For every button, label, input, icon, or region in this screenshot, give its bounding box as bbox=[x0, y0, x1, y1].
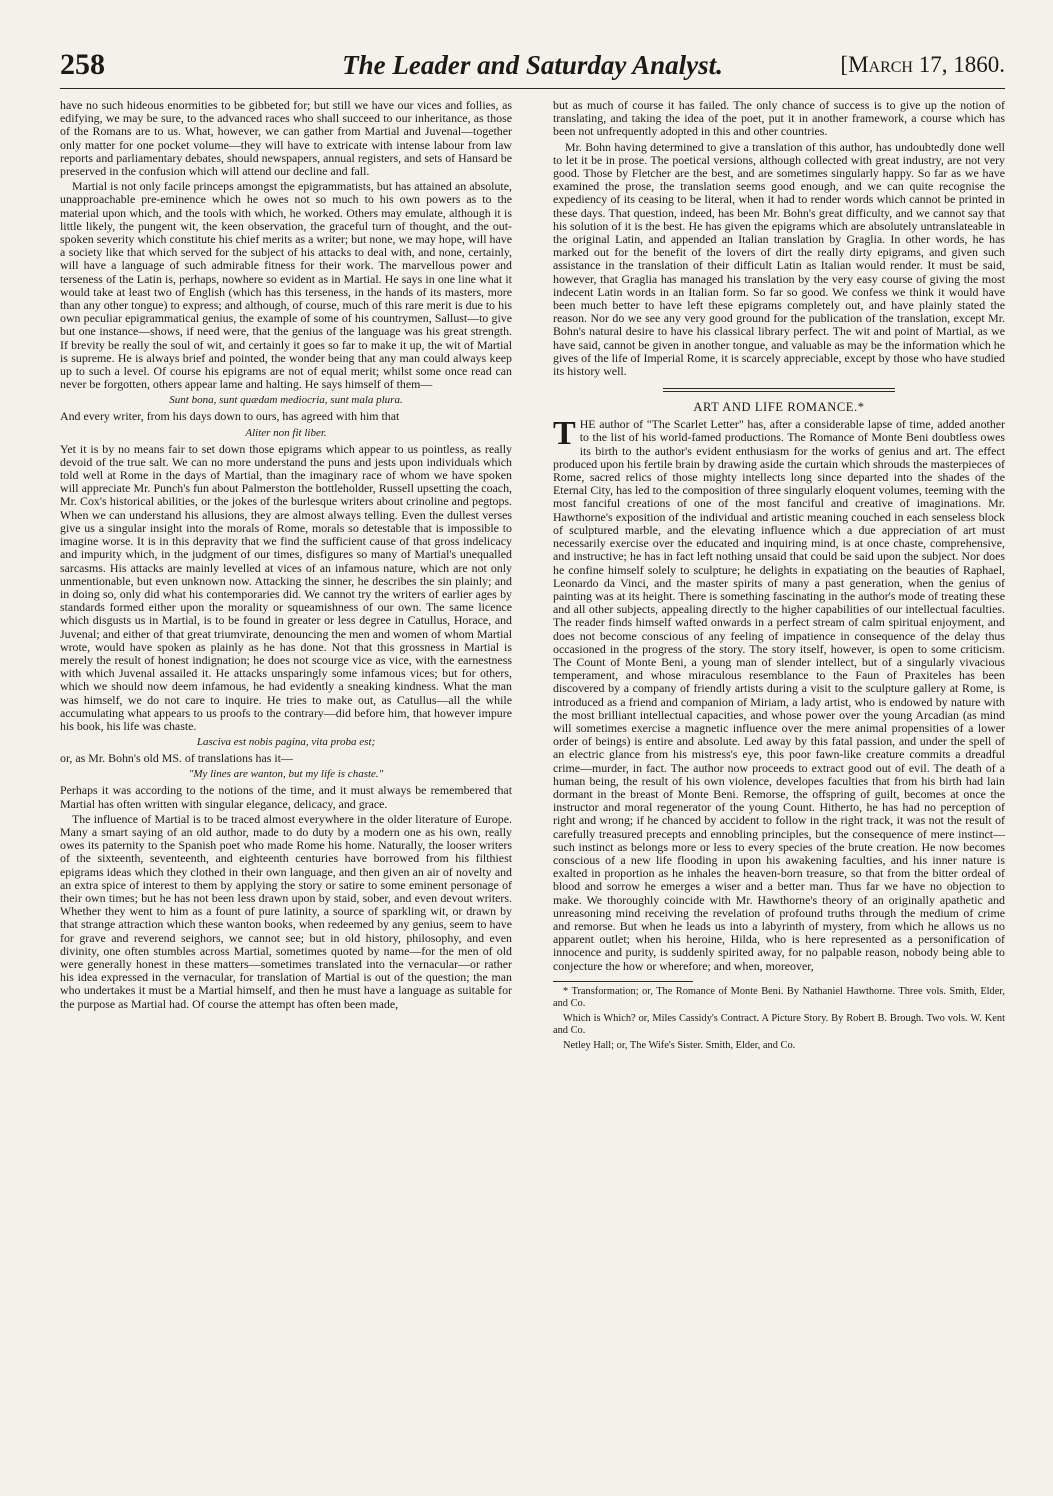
footnote-rule bbox=[553, 981, 693, 982]
paragraph: The influence of Martial is to be traced almost everywhere in the older literature of Europe. Many a smart saying of an old author, made to do duty by a modern one as his own, really owes its paternity to the Spanish poet who made Rome his home. Naturally, the looser writers of the sixteenth, seventeenth, and eighteenth centuries have borrowed from his filthiest epigrams ideas which they clothed in their own language, and then given an air of novelty and an extra spice of interest to them by applying the story or satire to some eminent personage of their own times; but he has not been less drawn upon by staid, sober, and even devout writers. Whether they went to him as a fount of pure latinity, a source of sparkling wit, or drawn by that strange attraction which these wanton books, when redeemed by any genius, seem to have for grave and reverend seighors, we cannot see; but in old history, philosophy, and even divinity, one often stumbles across Martial, sometimes quoted by name—for the men of old were generally honest in these matters—sometimes translated into the vernacular—or rather his idea expressed in the vernacular, for translation of Martial is out of the question; the man who undertakes it must be a Martial himself, and then he must have a language as suitable for the purpose as Martial had. Of course the attempt has often been made, bbox=[60, 811, 512, 1011]
article-opening bbox=[553, 415, 1005, 973]
section-divider bbox=[663, 391, 895, 392]
paragraph: or, as Mr. Bohn's old MS. of translations has it— bbox=[60, 751, 293, 766]
translation-quotation: "My lines are wanton, but my life is chaste." bbox=[188, 768, 384, 781]
paragraph: have no such hideous enormities to be gibbeted for; but still we have our vices and follies, as edifying, we may be sure, to the advanced races who shall succeed to our inheritance, as those of the Romans are to us. What, however, we can gather from Martial and Juvenal—together only matter for one pocket volume—they will have to extricate with intense labour from law reports and parliamentary debates, should newspapers, annual registers, and sets of Hansard be preserved in the confusion which will attend our decline and fall. bbox=[60, 98, 512, 179]
section-title: ART AND LIFE ROMANCE.* bbox=[693, 400, 865, 415]
columns bbox=[60, 99, 1005, 1055]
footnotes bbox=[553, 986, 1005, 1052]
paragraph: Mr. Bohn having determined to give a translation of this author, has undoubtedly done well to let it be in prose. The poetical versions, although collected with great industry, are not very good. Those by Fletcher are the best, and are sometimes singularly happy. So far as we have examined the prose, the translation seems good enough, and we can quite recognise the expediency of its ceasing to be literal, when it had to render words which cannot be printed in these days. That question, indeed, has been Mr. Bohn's great difficulty, and we cannot say that his solution of it is the best. He has given the epigrams which are absolutely untranslateable in the original Latin, and appended an Italian translation by Graglia. In other words, he has marked out for the benefit of the lovers of dirt the really dirty epigrams, and given such assistance in the translation of their difficult Latin as Italian would render. It must be said, however, that Graglia has managed his translation by the very easy course of giving the most indecent Latin words in an Italian form. So far so good. We confess we think it would have been much better to have left these epigrams completely out, and have plainly stated the reason. Nor do we see any very good ground for the publication of the translation, except Mr. Bohn's natural desire to have his classical library perfect. The wit and point of Martial, as we have said, cannot be given in another tongue, and valuable as may be the information which he gives of the life of Imperial Rome, it is scarcely appreciable, except by those who have studied its history well. bbox=[553, 139, 1005, 379]
page-number: 258 bbox=[60, 48, 105, 81]
latin-quotation: Sunt bona, sunt quædam mediocria, sunt mala plura. bbox=[169, 394, 403, 407]
paragraph: but as much of course it has failed. The only chance of success is to give up the notion of translating, and taking the idea of the poet, put it in another framework, a course which has been not unfrequently adopted in this and other countries. bbox=[553, 98, 1005, 139]
left-column bbox=[60, 99, 512, 1055]
latin-quotation: Lasciva est nobis pagina, vita proba est; bbox=[196, 736, 376, 749]
footnote: Which is Which? or, Miles Cassidy's Contract. A Picture Story. By Robert B. Brough. Two vols. W. Kent and Co. bbox=[553, 1012, 1005, 1036]
drop-cap: T bbox=[553, 415, 576, 453]
footnote: * Transformation; or, The Romance of Monte Beni. By Nathaniel Hawthorne. Three vols. Smith, Elder, and Co. bbox=[553, 985, 1005, 1009]
article-text: HE author of "The Scarlet Letter" has, after a considerable lapse of time, added another to the list of his world-famed productions. The Romance of Monte Beni doubtless owes its birth to the author's evident enthusiasm for the works of genius and art. The effect produced upon his fertile brain by drawing aside the curtain which shrouds the masterpieces of Rome, sacred relics of those mighty intellects long since departed into the shades of the Eternal City, has led to the composition of three singularly eloquent volumes, teeming with the most fanciful creations of one of the most fanciful and creative of imaginations. Mr. Hawthorne's exposition of the individual and artistic meaning couched in each senseless block of sculptured marble, and the elevating influence which a due appreciation of art must necessarily exercise over the educated and inquiring mind, is at once chaste, comprehensive, and instructive; he has in fact left nothing unsaid that could be said upon the subject. Nor does he confine himself solely to sculpture; he delights in expatiating on the beauties of Raphael, Leonardo da Vinci, and the master spirits of many a past generation, when the genius of painting was at its height. There is something fascinating in the author's mode of treating these and all other subjects, appealing directly to the higher capabilities of our intellectual faculties. The reader finds himself wafted onwards in a perfect stream of calm spiritual enjoyment, and does not become conscious of any feeling of impatience in consequence of the delay thus occasioned in the progress of the story. The story itself, however, is open to some criticism. The Count of Monte Beni, a young man of slender intellect, but of a singularly vivacious temperament, and whose miraculous resemblance to the Faun of Praxiteles has been discovered by a company of friendly artists during a visit to the sculpture gallery at Rome, is introduced as a friend and companion of Miriam, a lady artist, who is endowed by nature with the most brilliant intellectual capacities, and whose power over the young Arcadian (as mind will sometimes exercise a magnetic influence over the mere animal propensities of a lower order of beings) is entire and absolute. Led away by this fatal passion, and under the spell of an electric glance from his mistress's eye, this poor fawn-like creature commits a dreadful crime—murder, in fact. The author now proceeds to extract good out of evil. The death of a human being, the result of his own violence, developes faculties that from his birth had lain dormant in the breast of Monte Beni. Remorse, the offspring of guilt, becomes at once the instructor and moral regenerator of the young Count. Hitherto, he has had no perception of right and wrong; if he chanced by accident to follow in the right track, it was not the result of carefully treasured precepts and ennobling principles, but the consequence of mere instinct—such instinct as belongs more or less to every species of the brute creation. He now becomes conscious of a new life flooding in upon his awakening faculties, and his inner nature is exalted in proportion as he inhales the heaven-born treasure, so that from the bitter ordeal of blood and sorrow he emerges a wiser and a better man. Thus far we have no objection to make. We thoroughly coincide with Mr. Hawthorne's theory of an originally apathetic and unreasoning mind receiving the revelation of profound truths through the medium of crime and remorse. But when he leads us into a labyrinth of mystery, from which he allows us no apparent outlet; when his heroine, Hilda, who is here represented as a personification of innocence and purity, is suddenly spirited away, for no palpable reason, nobody being able to conjecture the how or wherefore; and when, moreover, bbox=[553, 417, 1005, 973]
paragraph: Yet it is by no means fair to set down those epigrams which appear to us pointless, as really devoid of the true salt. We can no more understand the puns and jests upon individuals which told well at Rome in the days of Martial, than the imaginary race of whom we have spoken will appreciate Mr. Punch's fun about Palmerston the bottleholder, Russell upsetting the coach, Mr. Cox's historical abilities, or the jokes of the burlesque writers about crinoline and pegtops. When we can understand his allusions, they are almost always telling. Even the dullest verses give us a singular insight into the morals of Rome, morals so detestable that is impossible to imagine worse. It is in this depravity that we find the sufficient cause of that gross indelicacy and impurity which, in the judgment of our times, disfigures so many of Martial's unequalled sarcasms. His attacks are mainly levelled at vices of an infamous nature, which are not only unmentionable, but even unknown now. Attacking the sinner, he describes the sin plainly; and in doing so, only did what his contemporaries did. We cannot try the writers of earlier ages by standards formed either upon the morality or squeamishness of our own. The same licence which disgusts us in Martial, is to be found in greater or less degree in Catullus, Horace, and Juvenal; and either of that great triumvirate, denouncing the men and women of whom Martial wrote, would have spoken as plainly as he has done. Not that this grossness in Martial is merely the result of honest indignation; he does not scourge vice as vice, with the earnestness with which Juvenal assailed it. He attacks unsparingly some infamous vices; but for others, which we should now deem infamous, he had evidently a sneaking kindness. What the man was himself, we do not care to inquire. He tries to make out, as Catullus—all the while accumulating what appears to us proofs to the contrary—did before him, that however impure his book, his life was chaste. bbox=[60, 441, 512, 733]
right-column bbox=[553, 99, 1005, 1055]
latin-quotation: Aliter non fit liber. bbox=[245, 426, 327, 439]
paragraph: And every writer, from his days down to ours, has agreed with him that bbox=[60, 409, 400, 424]
paragraph: Perhaps it was according to the notions of the time, and it must always be remembered that Martial has often written with singular elegance, delicacy, and grace. bbox=[60, 783, 512, 811]
issue-date: [March 17, 1860. bbox=[840, 52, 1005, 77]
publication-title: The Leader and Saturday Analyst. bbox=[342, 50, 723, 80]
paragraph: Martial is not only facile princeps amongst the epigrammatists, but has attained an absolute, unapproachable pre-eminence which he owes not so much to his own powers as to the material upon which, and the tools with which, he worked. Others may emulate, although it is little likely, the pungent wit, the keen observation, the graceful turn of thought, and the out-spoken severity which constitute his chief merits as a writer; but none, we may hope, will have a society like that which served for the subject of his attacks to deal with, and none, certainly, will have a language of such admirable fitness for their work. The marvellous power and terseness of the Latin is, perhaps, nowhere so evident as in Martial. He says in one line what it would take at least two of English (which has this terseness, in the hands of its masters, more than any other tongue) to express; and although, of course, much of this rare merit is due to his own peculiar epigrammatical genius, the example of some of his countrymen, Sallust—to give but one instance—shows, if need were, that the genius of the language was his great strength. If brevity be really the soul of wit, and certainly it goes so far to make it up, the wit of Martial is supreme. He is always brief and pointed, the wonder being that any man could always keep up to such a level. Of course his epigrams are not of equal merit; whilst some once read can never be forgotten, others appear lame and halting. He says himself of them— bbox=[60, 179, 512, 392]
masthead bbox=[60, 44, 1005, 89]
section-divider bbox=[663, 388, 895, 389]
footnote: Netley Hall; or, The Wife's Sister. Smith, Elder, and Co. bbox=[563, 1039, 796, 1051]
